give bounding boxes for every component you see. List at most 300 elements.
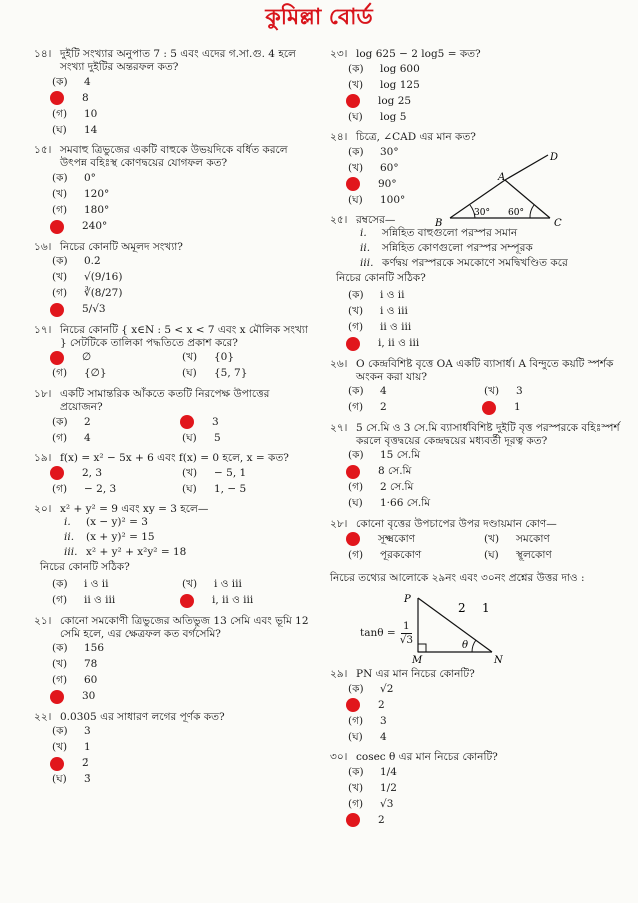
- option-label: (ক): [348, 288, 364, 301]
- option[interactable]: [182, 366, 312, 382]
- option-value: log 5: [380, 110, 407, 123]
- option[interactable]: [348, 288, 620, 304]
- statement-text: (x + y)² = 15: [86, 531, 155, 544]
- question-number: ৩০।: [330, 751, 348, 764]
- option[interactable]: [348, 320, 620, 336]
- option-value: √3: [380, 797, 394, 810]
- option-value: 2: [84, 415, 91, 428]
- statement: [360, 242, 620, 257]
- option-value: 5: [214, 431, 221, 444]
- question: [34, 615, 312, 705]
- option-value: log 25: [378, 94, 412, 107]
- question-text: নিচের কোনটি { x∈N : 5 < x < 7 এবং x মৌলিক সংখ্যা } সেটটিকে তালিকা পদ্ধতিতে প্রকাশ করে?: [60, 323, 308, 349]
- question: [330, 518, 620, 563]
- angle-b-value: 30°: [474, 208, 490, 218]
- answer-mark-dot: [50, 757, 64, 771]
- option-value: 3: [380, 714, 387, 727]
- option[interactable]: [348, 93, 620, 109]
- question-number: ২৩।: [330, 48, 348, 60]
- question-text: সমবাহু ত্রিভুজের একটি বাহুকে উভয়দিকে বর্ধিত করলে উৎপন্ন বহিঃস্থ কোণদ্বয়ের যোগফল কত?: [60, 144, 288, 170]
- right-angle-mark: [418, 644, 426, 652]
- option-label: (ঘ): [52, 773, 67, 786]
- options: [52, 350, 312, 382]
- question-text: 5 সে.মি ও 3 সে.মি ব্যাসার্ধবিশিষ্ট দুইটি বৃত্ত পরস্পরকে বহিঃস্পর্শ করলে বৃত্তদ্বয়ের কেন্দ্রদ্বয়ের মধ্যবর্তী দূরত্ব কত?: [356, 421, 620, 447]
- option[interactable]: [52, 270, 312, 286]
- question-text: O কেন্দ্রবিশিষ্ট বৃত্তে OA একটি ব্যাসার্ধ। A বিন্দুতে কয়টি স্পর্শক অংকন করা যায়?: [356, 357, 614, 383]
- option-value: 60: [84, 674, 98, 687]
- option-value: 1·66 সে.মি: [380, 497, 431, 510]
- option[interactable]: [348, 796, 620, 812]
- option-value: 8: [82, 91, 89, 104]
- options: [52, 171, 312, 235]
- option-label: (ঘ): [52, 123, 67, 136]
- option-label: (খ): [52, 658, 68, 671]
- option-value: 120°: [84, 187, 110, 200]
- question-number: ২১।: [34, 614, 52, 627]
- option[interactable]: [52, 657, 312, 673]
- option[interactable]: [52, 171, 312, 187]
- option[interactable]: [348, 109, 620, 125]
- question-number: ১৯।: [34, 452, 52, 465]
- option-value: 3: [84, 725, 91, 738]
- question: [34, 324, 312, 382]
- option-label: (ঘ): [348, 110, 363, 123]
- label-p: P: [404, 594, 411, 605]
- option[interactable]: [52, 302, 312, 318]
- statement-roman: iii.: [64, 546, 78, 559]
- option-label: (গ): [348, 481, 364, 494]
- option-label: (ক): [52, 642, 68, 655]
- question-text: 0.0305 এর সাধারণ লগের পূর্ণক কত?: [60, 710, 225, 723]
- line-ad: [505, 155, 548, 180]
- option[interactable]: [484, 400, 620, 416]
- option-value: 1: [84, 741, 91, 754]
- option-value: সমকোণ: [516, 532, 550, 545]
- option-value: i ও ii: [380, 288, 405, 301]
- option-value: 2: [380, 401, 387, 414]
- statement-text: সন্নিহিত কোণগুলো পরস্পর সম্পূরক: [382, 242, 533, 255]
- option-label: (গ): [52, 593, 68, 606]
- option-label: (ক): [348, 449, 364, 462]
- answer-mark-dot: [346, 177, 360, 191]
- option-label: (ক): [348, 765, 364, 778]
- option-label: (ক): [52, 171, 68, 184]
- question-number: ২৭।: [330, 421, 348, 434]
- option-value: 2 সে.মি: [380, 481, 414, 494]
- answer-mark-dot: [346, 698, 360, 712]
- question-text-row: [34, 241, 312, 254]
- option[interactable]: [52, 74, 312, 90]
- option-value: 3̄: [84, 773, 91, 786]
- option[interactable]: [52, 673, 312, 689]
- option-value: log 125: [380, 78, 420, 91]
- question-text: কোনো বৃত্তের উপচাপের উপর দণ্ডায়মান কোণ—: [356, 518, 557, 530]
- question-text-row: [34, 48, 312, 74]
- option[interactable]: [348, 812, 620, 828]
- question-text-row: [330, 668, 620, 681]
- option[interactable]: [52, 286, 312, 302]
- option[interactable]: [52, 350, 182, 366]
- option-label: (ঘ): [182, 431, 197, 444]
- option-value: log 600: [380, 62, 420, 75]
- options: [52, 74, 312, 138]
- option-label: (ক): [348, 682, 364, 695]
- question-text-row: [34, 388, 312, 414]
- option-label: (ঘ): [182, 367, 197, 380]
- handwritten-2: 2: [458, 601, 466, 615]
- option-label: (গ): [52, 367, 68, 380]
- option[interactable]: [52, 689, 312, 705]
- option[interactable]: [348, 336, 620, 352]
- question: [330, 48, 620, 125]
- option-value: √2: [380, 682, 394, 695]
- option-value: 2: [378, 698, 385, 711]
- question-text-row: [34, 144, 312, 170]
- options: [52, 577, 312, 609]
- option-label: (খ): [182, 466, 198, 479]
- option-label: (ঘ): [484, 548, 499, 561]
- option[interactable]: [348, 384, 484, 400]
- question: [34, 503, 312, 608]
- option-label: (ঘ): [348, 193, 363, 206]
- option-label: (ঘ): [348, 730, 363, 743]
- option[interactable]: [52, 203, 312, 219]
- angle-c-value: 60°: [508, 208, 524, 218]
- statements: [64, 516, 312, 561]
- question: [34, 388, 312, 446]
- handwritten-1: 1: [482, 601, 490, 615]
- option-label: (গ): [348, 401, 364, 414]
- option[interactable]: [52, 756, 312, 772]
- option-value: 3: [516, 385, 523, 398]
- option-value: i, ii ও iii: [212, 593, 254, 606]
- question-text-row: [34, 452, 312, 465]
- options: [52, 465, 312, 497]
- question-text-row: [34, 324, 312, 350]
- option-value: − 2, 3: [84, 482, 117, 495]
- option[interactable]: [52, 106, 312, 122]
- option[interactable]: [52, 641, 312, 657]
- answer-mark-dot: [50, 351, 64, 365]
- question: [330, 214, 620, 351]
- sub-question: নিচের কোনটি সঠিক?: [336, 272, 426, 285]
- question-text-row: [34, 711, 312, 724]
- question-number: ১৫।: [34, 144, 52, 157]
- question-text: কোনো সমকোণী ত্রিভুজের অতিভুজ 13 সেমি এবং ভূমি 12 সেমি হলে, এর ক্ষেত্রফল কত বর্গসেমি?: [60, 614, 309, 640]
- option[interactable]: [52, 481, 182, 497]
- option-value: 8 সে.মি: [378, 465, 412, 478]
- option[interactable]: [52, 254, 312, 270]
- question: [330, 668, 620, 745]
- option[interactable]: [348, 713, 620, 729]
- option-label: (খ): [484, 385, 500, 398]
- question-number: ১৪।: [34, 48, 52, 60]
- label-b: B: [435, 218, 443, 229]
- option-label: (খ): [182, 577, 198, 590]
- sub-question: নিচের কোনটি সঠিক?: [40, 561, 130, 574]
- question-text: একটি সামান্তরিক আঁকতে কতটি নিরপেক্ষ উপাত্তের প্রয়োজন?: [60, 387, 270, 413]
- option-label: (ক): [348, 385, 364, 398]
- option[interactable]: [52, 430, 182, 446]
- option-value: {0}: [214, 351, 235, 364]
- question-number: ২৪।: [330, 131, 348, 144]
- option-label: (খ): [52, 271, 68, 284]
- option-value: 2̄: [82, 757, 89, 770]
- option-label: (গ): [52, 287, 68, 300]
- option-value: i ও iii: [380, 304, 408, 317]
- label-theta: θ: [462, 640, 469, 651]
- option[interactable]: [484, 384, 620, 400]
- option-value: 4: [84, 431, 91, 444]
- options: [52, 414, 312, 446]
- statement: [64, 516, 312, 531]
- option-value: i ও ii: [84, 577, 109, 590]
- question: [330, 358, 620, 416]
- option-label: (ক): [52, 415, 68, 428]
- question-text: রম্বসের—: [356, 214, 396, 227]
- option-value: 1, − 5: [214, 482, 247, 495]
- question-text-row: [330, 358, 620, 384]
- option-label: (ক): [52, 725, 68, 738]
- option-value: 4: [380, 730, 387, 743]
- option[interactable]: [52, 122, 312, 138]
- question: [330, 422, 620, 512]
- option-value: ii ও iii: [380, 320, 412, 333]
- angle-arc-c: [530, 205, 534, 218]
- answer-mark-dot: [346, 813, 360, 827]
- option-label: (খ): [348, 781, 364, 794]
- option-label: (গ): [52, 482, 68, 495]
- option-value: 4: [84, 75, 91, 88]
- option[interactable]: [52, 187, 312, 203]
- option[interactable]: [52, 90, 312, 106]
- option-label: (খ): [484, 532, 500, 545]
- label-c: C: [554, 218, 562, 229]
- option-label: (গ): [348, 548, 364, 561]
- option-label: (গ): [348, 714, 364, 727]
- label-a: A: [498, 172, 506, 183]
- line-pn: [418, 598, 492, 652]
- option-value: ∛(8/27): [84, 287, 123, 300]
- question-number: ১৮।: [34, 387, 52, 400]
- option-label: (গ): [52, 674, 68, 687]
- statement-text: কর্ণদ্বয় পরস্পরকে সমকোণে সমদ্বিখণ্ডিত করে: [382, 257, 568, 270]
- option[interactable]: [52, 740, 312, 756]
- answer-mark-dot: [50, 466, 64, 480]
- angle-arc-n: [472, 640, 476, 652]
- statement-roman: ii.: [360, 242, 371, 255]
- statements: [360, 227, 620, 272]
- label-n: N: [494, 655, 503, 665]
- option-value: 15 সে.মি: [380, 449, 421, 462]
- option[interactable]: [52, 772, 312, 788]
- option-label: (ক): [52, 577, 68, 590]
- option[interactable]: [484, 547, 620, 563]
- option-label: (গ): [52, 107, 68, 120]
- option[interactable]: [348, 304, 620, 320]
- option-value: 0°: [84, 171, 96, 184]
- option-value: ∅: [82, 351, 92, 364]
- right-column-bottom: [330, 668, 620, 834]
- option-value: 100°: [380, 193, 406, 206]
- option-value: 4: [380, 385, 387, 398]
- option[interactable]: [182, 481, 312, 497]
- question-number: ২৯।: [330, 668, 348, 680]
- option[interactable]: [348, 77, 620, 93]
- answer-mark-dot: [180, 415, 194, 429]
- statement: [64, 546, 312, 561]
- option-label: (খ): [182, 351, 198, 364]
- figure-q24: [430, 150, 580, 230]
- option[interactable]: [182, 577, 312, 593]
- option-value: i, ii ও iii: [378, 336, 420, 349]
- statement-roman: i.: [64, 516, 71, 529]
- option[interactable]: [52, 593, 182, 609]
- question-text: f(x) = x² − 5x + 6 এবং f(x) = 0 হলে, x = কত?: [60, 452, 289, 465]
- question-text: x² + y² = 9 এবং xy = 3 হলে—: [60, 503, 209, 516]
- label-m: M: [412, 655, 423, 665]
- question-text: দুইটি সংখ্যার অনুপাত 7 : 5 এবং এদের গ.সা.গু. 4 হলে সংখ্যা দুইটির অন্তরফল কত?: [60, 48, 296, 74]
- option-value: 156: [84, 642, 105, 655]
- option[interactable]: [182, 465, 312, 481]
- option[interactable]: [348, 764, 620, 780]
- statement-roman: iii.: [360, 257, 374, 270]
- option[interactable]: [52, 724, 312, 740]
- question-number: ২৮।: [330, 518, 348, 530]
- option[interactable]: [348, 400, 484, 416]
- option-label: (গ): [348, 320, 364, 333]
- option-value: 2, 3: [82, 466, 103, 479]
- option-value: সূক্ষ্মকোণ: [378, 532, 416, 545]
- statement-text: x² + y² + x²y² = 18: [86, 546, 187, 559]
- option-value: 90°: [378, 177, 397, 190]
- answer-mark-dot: [50, 91, 64, 105]
- option[interactable]: [348, 531, 484, 547]
- question-text: cosec θ এর মান নিচের কোনটি?: [356, 751, 498, 764]
- option-value: 1/4: [380, 765, 397, 778]
- option-value: পূরককোণ: [380, 548, 422, 561]
- option[interactable]: [348, 464, 620, 480]
- answer-mark-dot: [180, 594, 194, 608]
- option-value: 0.2̇: [84, 255, 101, 268]
- option[interactable]: [182, 414, 312, 430]
- option[interactable]: [348, 780, 620, 796]
- option[interactable]: [348, 496, 620, 512]
- option-label: (ক): [348, 145, 364, 158]
- option-value: 3: [212, 415, 219, 428]
- option-value: 1: [514, 401, 521, 414]
- option-label: (খ): [348, 304, 364, 317]
- options: [348, 288, 620, 352]
- statement: [64, 531, 312, 546]
- statement-roman: i.: [360, 227, 367, 240]
- option[interactable]: [348, 697, 620, 713]
- option-value: 1/2: [380, 781, 397, 794]
- question-number: ২৫।: [330, 214, 348, 227]
- answer-mark-dot: [50, 303, 64, 317]
- option[interactable]: [348, 547, 484, 563]
- question: [34, 241, 312, 318]
- statement-text: সন্নিহিত বাহুগুলো পরস্পর সমান: [382, 227, 518, 240]
- option-value: 30: [82, 690, 96, 703]
- options: [348, 531, 620, 563]
- info-line: নিচের তথ্যের আলোকে ২৯নং এবং ৩০নং প্রশ্নের উত্তর দাও :: [330, 572, 585, 584]
- option[interactable]: [52, 219, 312, 235]
- options: [52, 254, 312, 318]
- question: [330, 751, 620, 828]
- answer-mark-dot: [482, 401, 496, 415]
- label-d: D: [550, 152, 559, 163]
- option-value: − 5, 1: [214, 466, 247, 479]
- page-title: কুমিল্লা বোর্ড: [265, 5, 373, 30]
- option-label: (ঘ): [182, 482, 197, 495]
- option-label: (গ): [52, 431, 68, 444]
- option-label: (ক): [52, 75, 68, 88]
- option-label: (খ): [348, 78, 364, 91]
- tan-denominator: √3: [399, 634, 414, 647]
- option-value: 240°: [82, 219, 108, 232]
- question-text: চিত্রে, ∠CAD এর মান কত?: [356, 131, 476, 144]
- statement-roman: ii.: [64, 531, 75, 544]
- option-label: (ক): [348, 62, 364, 75]
- question: [34, 452, 312, 497]
- option[interactable]: [52, 366, 182, 382]
- statement: [360, 257, 620, 272]
- options: [348, 384, 620, 416]
- question-text: log 625 − 2 log5 = কত?: [356, 48, 481, 60]
- option-value: স্থূলকোণ: [516, 548, 552, 561]
- options: [348, 61, 620, 125]
- option[interactable]: [182, 350, 312, 366]
- option[interactable]: [52, 465, 182, 481]
- option-label: (ক): [52, 255, 68, 268]
- option[interactable]: [348, 480, 620, 496]
- option[interactable]: [182, 430, 312, 446]
- right-column: [330, 48, 620, 569]
- option[interactable]: [348, 681, 620, 697]
- option-value: 5/√3: [82, 303, 106, 316]
- option[interactable]: [182, 593, 312, 609]
- option[interactable]: [484, 531, 620, 547]
- options: [348, 681, 620, 745]
- option-value: 14: [84, 123, 98, 136]
- option[interactable]: [52, 577, 182, 593]
- question: [34, 711, 312, 788]
- left-column: [34, 48, 312, 794]
- question-text-row: [34, 503, 312, 516]
- figure-q29: [400, 590, 510, 665]
- option-value: 10: [84, 107, 98, 120]
- question-number: ২৬।: [330, 357, 348, 370]
- question-text-row: [330, 48, 620, 61]
- option-value: 180°: [84, 203, 110, 216]
- answer-mark-dot: [346, 532, 360, 546]
- option-value: √(9/16): [84, 271, 123, 284]
- option[interactable]: [348, 448, 620, 464]
- answer-mark-dot: [346, 94, 360, 108]
- question-text: নিচের কোনটি অমূলদ সংখ্যা?: [60, 240, 183, 253]
- answer-mark-dot: [50, 690, 64, 704]
- option[interactable]: [348, 61, 620, 77]
- options: [52, 641, 312, 705]
- option-value: ii ও iii: [84, 593, 116, 606]
- option-value: {5, 7}: [214, 367, 248, 380]
- option[interactable]: [52, 414, 182, 430]
- option[interactable]: [348, 729, 620, 745]
- option-value: {∅}: [84, 367, 107, 380]
- option-label: (ঘ): [348, 497, 363, 510]
- option-value: 30°: [380, 145, 399, 158]
